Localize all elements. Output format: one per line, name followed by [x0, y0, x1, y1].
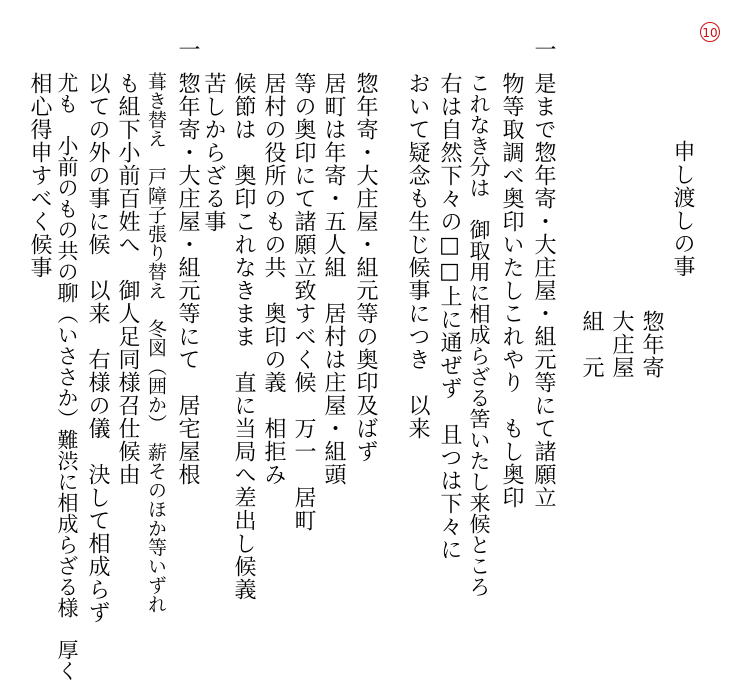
- article-3-line-4: 以ての外の事に候 以来 右様の儀 決して相成らず: [85, 72, 110, 624]
- article-3-line-5: 尤も 小前のもの共の聊（いささか）難渋に相成らざる様 厚く: [55, 72, 79, 681]
- article-3-line-3: も組下小前百姓へ 御人足同様召仕候由: [115, 72, 140, 486]
- page-number-badge: [700, 22, 720, 42]
- article-1-line-5: おいて疑念も生じ候事につき 以来: [405, 72, 430, 440]
- article-1-line-2: 物等取調べ奥印いたしこれやり もし奥印: [499, 72, 524, 509]
- article-1-line-4: 右は自然下々の□□上に通ぜず 且つは下々に: [437, 72, 462, 561]
- page-number: 10: [702, 26, 718, 40]
- article-1-marker: 一: [531, 38, 556, 61]
- article-3-marker: 一: [175, 38, 200, 61]
- addressee-3: 組 元: [579, 310, 604, 379]
- article-1-line-1: 是まで惣年寄・大庄屋・組元等にて諸願立: [531, 72, 556, 509]
- article-2-line-1: 惣年寄・大庄屋・組元等の奥印及ばず: [353, 72, 378, 463]
- article-2-line-6: 苦しからざる事: [201, 72, 226, 233]
- article-2-line-4: 居村の役所のもの共 奥印の義 相拒み: [261, 72, 286, 486]
- article-2-line-3: 等の奥印にて諸願立致すべく候 万一 居町: [291, 72, 316, 532]
- article-2-line-5: 候節は 奥印これなきまま 直に当局へ差出し候義: [231, 72, 256, 601]
- addressee-1: 惣年寄: [639, 310, 664, 379]
- article-3-line-2: 葺き替え 戸障子張り替え 冬図（囲か） 薪そのほか等いずれ: [145, 72, 167, 614]
- article-1-line-3: これなき分は 御取用に相成らざる筈いたし来候ところ: [467, 72, 491, 597]
- article-2-line-2: 居町は年寄・五人組 居村は庄屋・組頭: [321, 72, 346, 486]
- addressee-2: 大庄屋: [609, 310, 634, 379]
- article-3-line-1: 惣年寄・大庄屋・組元等にて 居宅屋根: [175, 72, 200, 486]
- article-3-line-6: 相心得申すべく候事: [27, 72, 52, 279]
- document-title: 申し渡しの事: [670, 140, 695, 278]
